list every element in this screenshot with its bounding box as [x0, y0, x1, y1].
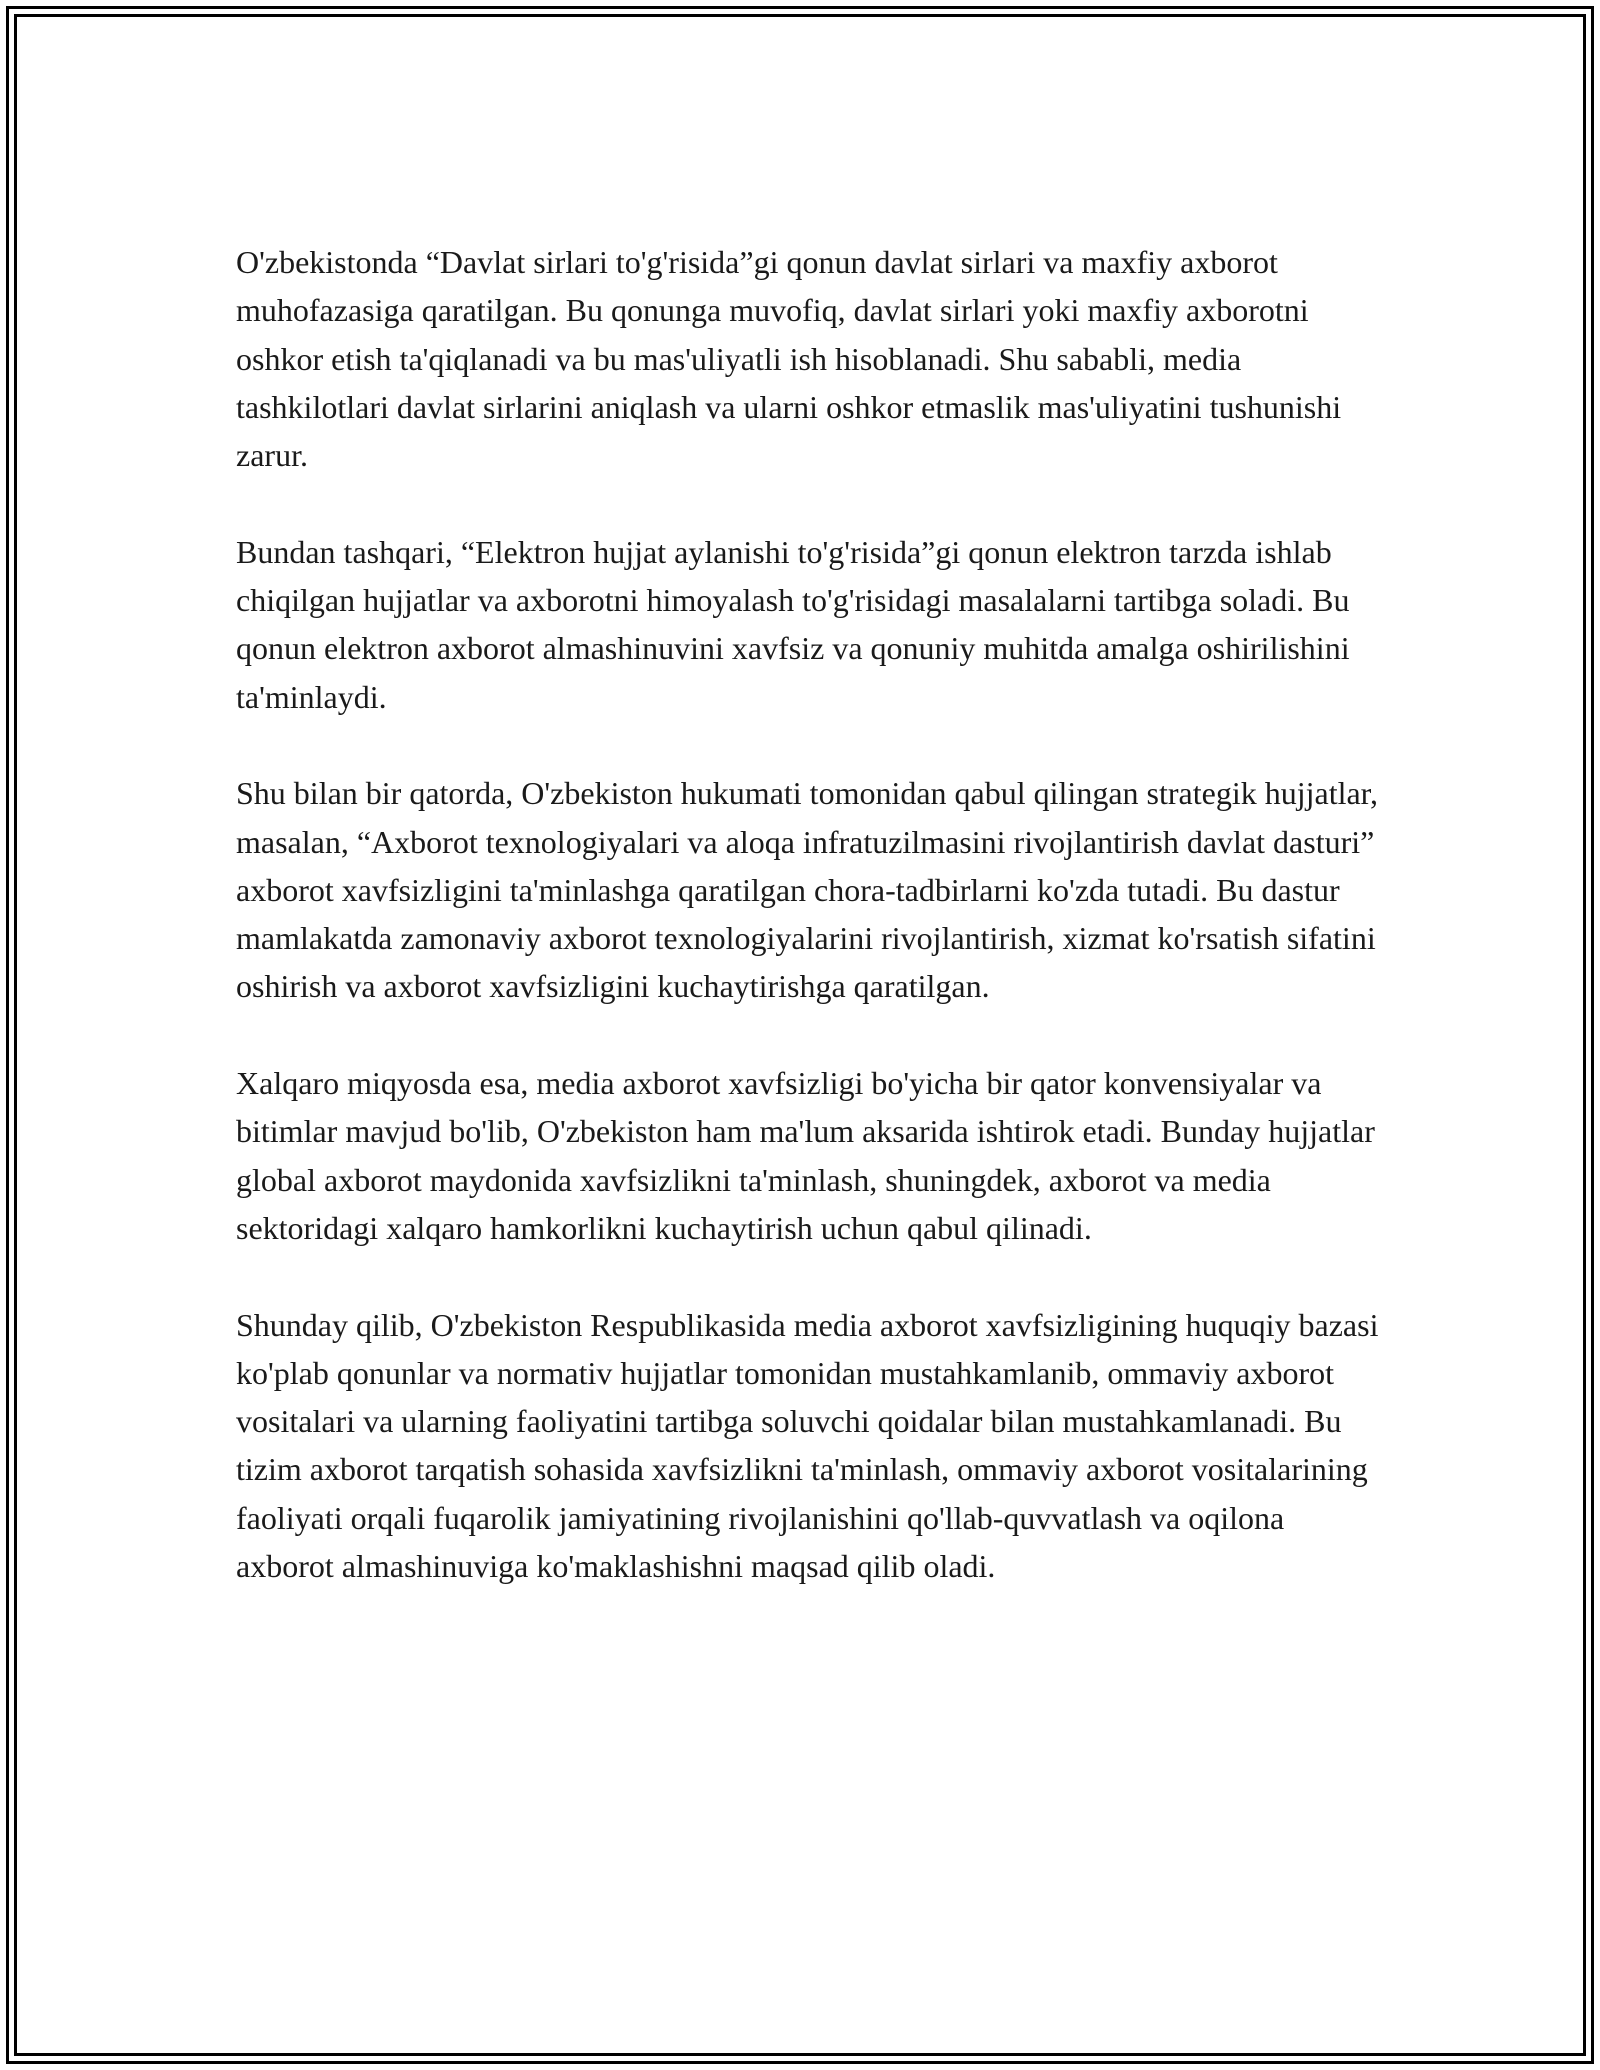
paragraph-conclusion: Shunday qilib, O'zbekiston Respublikasida media axborot xavfsizligining huquqiy bazasi ko'plab qonunlar va normativ hujjatlar tomonidan mustahkamlanib, ommaviy axborot vositalari va ularning faoliyatini tartibga soluvchi qoidalar bilan mustahkamlanadi. Bu tizim axborot tarqatish sohasida xavfsizlikni ta'minlash, ommaviy axborot vositalarining faoliyati orqali fuqarolik jamiyatining rivojlanishini qo'llab-quvvatlash va oqilona axborot almashinuviga ko'maklashishni maqsad qilib oladi. [236, 1306, 1379, 1585]
document-body [236, 238, 1386, 1639]
paragraph-state-secrets-law: O'zbekistonda “Davlat sirlari to'g'risida”gi qonun davlat sirlari va maxfiy axborot muhofazasiga qaratilgan. Bu qonunga muvofiq, davlat sirlari yoki maxfiy axborotni oshkor etish ta'qiqlanadi va bu mas'uliyatli ish hisoblanadi. Shu sababli, media tashkilotlari davlat sirlarini aniqlash va ularni oshkor etmaslik mas'uliyatini tushunishi zarur. [236, 244, 1342, 474]
paragraph-electronic-document-law: Bundan tashqari, “Elektron hujjat aylanishi to'g'risida”gi qonun elektron tarzda ishlab chiqilgan hujjatlar va axborotni himoyalash to'g'risidagi masalalarni tartibga soladi. Bu qonun elektron axborot almashinuvini xavfsiz va qonuniy muhitda amalga oshirilishini ta'minlaydi. [236, 533, 1350, 715]
paragraph-state-program: Shu bilan bir qatorda, O'zbekiston hukumati tomonidan qabul qilingan strategik hujjatlar, masalan, “Axborot texnologiyalari va aloqa infratuzilmasini rivojlantirish davlat dasturi” axborot xavfsizligini ta'minlashga qaratilgan chora-tadbirlarni ko'zda tutadi. Bu dastur mamlakatda zamonaviy axborot texnologiyalarini rivojlantirish, xizmat ko'rsatish sifatini oshirish va axborot xavfsizligini kuchaytirishga qaratilgan. [236, 775, 1379, 1005]
paragraph-international-agreements: Xalqaro miqyosda esa, media axborot xavfsizligi bo'yicha bir qator konvensiyalar va bitimlar mavjud bo'lib, O'zbekiston ham ma'lum aksarida ishtirok etadi. Bunday hujjatlar global axborot maydonida xavfsizlikni ta'minlash, shuningdek, axborot va media sektoridagi xalqaro hamkorlikni kuchaytirish uchun qabul qilinadi. [236, 1065, 1375, 1246]
